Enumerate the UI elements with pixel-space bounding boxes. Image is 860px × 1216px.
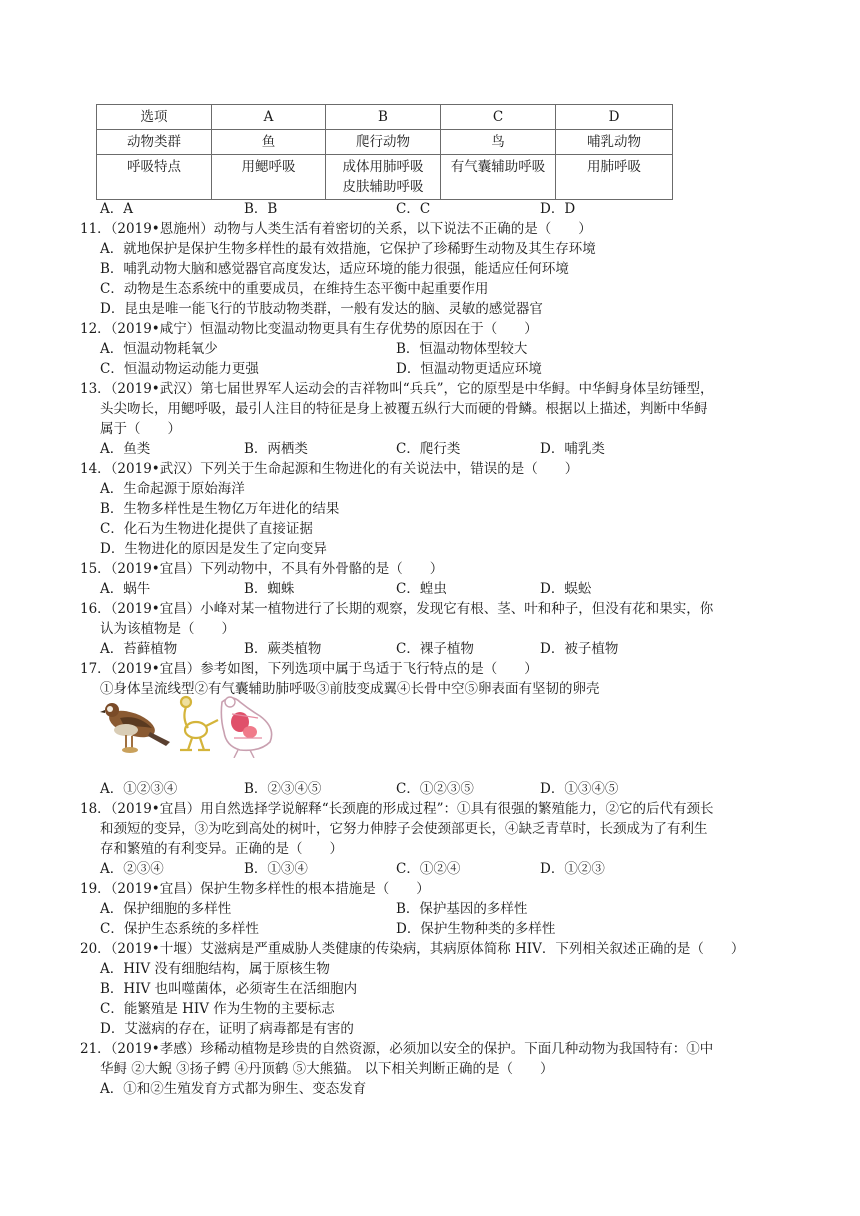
option[interactable]: B．HIV 也叫噬菌体，必须寄生在活细胞内 bbox=[100, 981, 358, 997]
option[interactable]: C．C bbox=[396, 201, 431, 217]
option[interactable]: D．被子植物 bbox=[540, 641, 619, 657]
q13-stem: 头尖吻长，用鳃呼吸，最引人注目的特征是身上被覆五纵行大而硬的骨鳞。根据以上描述，判断中华鲟 bbox=[100, 401, 708, 417]
q19-stem: 19．（2019•宜昌）保护生物多样性的根本措施是（ ） bbox=[80, 881, 430, 897]
q16-stem: 16．（2019•宜昌）小峰对某一植物进行了长期的观察，发现它有根、茎、叶和种子，但没有花和果实，你 bbox=[80, 601, 714, 617]
q14-stem: 14．（2019•武汉）下列关于生命起源和生物进化的有关说法中，错误的是（ ） bbox=[80, 461, 579, 477]
table-cell: 爬行动物 bbox=[326, 130, 441, 155]
option[interactable]: D．恒温动物更适应环境 bbox=[396, 361, 542, 377]
q21-stem: 21．（2019•孝感）珍稀动植物是珍贵的自然资源，必须加以安全的保护。下面几种动物为我国特有：①中 bbox=[80, 1041, 714, 1057]
option[interactable]: B．蕨类植物 bbox=[244, 641, 322, 657]
table-cell: 动物类群 bbox=[97, 130, 212, 155]
options-table bbox=[96, 104, 673, 200]
option[interactable]: C．①②④ bbox=[396, 861, 461, 877]
option[interactable]: D．生物进化的原因是发生了定向变异 bbox=[100, 541, 327, 557]
option[interactable]: C．恒温动物运动能力更强 bbox=[100, 361, 259, 377]
table-row bbox=[97, 105, 673, 130]
option[interactable]: C．裸子植物 bbox=[396, 641, 474, 657]
table-cell: 用鳃呼吸 bbox=[212, 155, 326, 200]
q12-stem: 12．（2019•咸宁）恒温动物比变温动物更具有生存优势的原因在于（ ） bbox=[80, 321, 538, 337]
option[interactable]: B．两栖类 bbox=[244, 441, 308, 457]
option[interactable]: A．生命起源于原始海洋 bbox=[100, 481, 245, 497]
table-row bbox=[97, 155, 673, 200]
bird-figure bbox=[100, 688, 280, 758]
option[interactable]: A．蜗牛 bbox=[100, 581, 151, 597]
option[interactable]: D．昆虫是唯一能飞行的节肢动物类群，一般有发达的脑、灵敏的感觉器官 bbox=[100, 301, 543, 317]
option[interactable]: B．蜘蛛 bbox=[244, 581, 295, 597]
option[interactable]: A．恒温动物耗氧少 bbox=[100, 341, 218, 357]
table-cell bbox=[326, 155, 441, 200]
option[interactable]: A．鱼类 bbox=[100, 441, 151, 457]
table-cell: 鸟 bbox=[441, 130, 556, 155]
q20-stem: 20．（2019•十堰）艾滋病是严重威胁人类健康的传染病，其病原体简称 HIV．下列相关叙述正确的是（ ） bbox=[80, 941, 745, 957]
q18-stem: 存和繁殖的有利变异。正确的是（ ） bbox=[100, 841, 343, 857]
table-cell: 鱼 bbox=[212, 130, 326, 155]
q13-stem: 13．（2019•武汉）第七届世界军人运动会的吉祥物叫“兵兵”，它的原型是中华鲟。中华鲟身体呈纺锤型， bbox=[80, 381, 714, 397]
q21-stem: 华鲟 ②大鲵 ③扬子鳄 ④丹顶鹤 ⑤大熊猫。 以下相关判断正确的是（ ） bbox=[100, 1061, 554, 1077]
option[interactable]: A．A bbox=[100, 201, 133, 217]
option[interactable]: D．哺乳类 bbox=[540, 441, 605, 457]
table-cell: 哺乳动物 bbox=[556, 130, 673, 155]
q16-stem: 认为该植物是（ ） bbox=[100, 621, 235, 637]
option[interactable]: C．蝗虫 bbox=[396, 581, 447, 597]
q13-stem: 属于（ ） bbox=[100, 421, 181, 437]
option[interactable]: A．HIV 没有细胞结构，属于原核生物 bbox=[100, 961, 330, 977]
option[interactable]: C．爬行类 bbox=[396, 441, 461, 457]
option[interactable]: A．保护细胞的多样性 bbox=[100, 901, 232, 917]
option[interactable]: C．能繁殖是 HIV 作为生物的主要标志 bbox=[100, 1001, 335, 1017]
sparrow-image bbox=[100, 703, 170, 753]
option[interactable]: D．保护生物种类的多样性 bbox=[396, 921, 556, 937]
option[interactable]: D．蜈蚣 bbox=[540, 581, 592, 597]
table-cell: C bbox=[441, 105, 556, 130]
q15-stem: 15．（2019•宜昌）下列动物中，不具有外骨骼的是（ ） bbox=[80, 561, 444, 577]
option[interactable]: D．①②③ bbox=[540, 861, 605, 877]
option[interactable]: C．①②③⑤ bbox=[396, 781, 474, 797]
q17-features: ①身体呈流线型②有气囊辅助肺呼吸③前肢变成翼④长骨中空⑤卵表面有坚韧的卵壳 bbox=[100, 681, 600, 697]
option[interactable]: B．保护基因的多样性 bbox=[396, 901, 528, 917]
q18-stem: 和颈短的变异，③为吃到高处的树叶，它努力伸脖子会使颈部更长，④缺乏青草时，长颈成为了有利生 bbox=[100, 821, 708, 837]
q18-stem: 18．（2019•宜昌）用自然选择学说解释“长颈鹿的形成过程”：①具有很强的繁殖能力，②它的后代有颈长 bbox=[80, 801, 714, 817]
option[interactable]: B．恒温动物体型较大 bbox=[396, 341, 528, 357]
table-cell-line: 皮肤辅助呼吸 bbox=[342, 179, 424, 195]
option[interactable]: B．B bbox=[244, 201, 278, 217]
option[interactable]: A．①和②生殖发育方式都为卵生、变态发育 bbox=[100, 1081, 367, 1097]
q17-stem: 17．（2019•宜昌）参考如图，下列选项中属于鸟适于飞行特点的是（ ） bbox=[80, 661, 538, 677]
option[interactable]: A．苔藓植物 bbox=[100, 641, 178, 657]
option[interactable]: C．化石为生物进化提供了直接证据 bbox=[100, 521, 313, 537]
option[interactable]: D．D bbox=[540, 201, 576, 217]
q11-stem: 11．（2019•恩施州）动物与人类生活有着密切的关系，以下说法不正确的是（ ） bbox=[80, 221, 592, 237]
table-cell: B bbox=[326, 105, 441, 130]
table-cell: A bbox=[212, 105, 326, 130]
bird-anatomy-image bbox=[221, 697, 271, 758]
option[interactable]: B．生物多样性是生物亿万年进化的结果 bbox=[100, 501, 340, 517]
option[interactable]: D．①③④⑤ bbox=[540, 781, 619, 797]
option[interactable]: B．②③④⑤ bbox=[244, 781, 322, 797]
table-cell-line: 成体用肺呼吸 bbox=[342, 159, 424, 175]
bird-skeleton-image bbox=[180, 697, 218, 750]
table-cell: 选项 bbox=[97, 105, 212, 130]
option[interactable]: B．哺乳动物大脑和感觉器官高度发达，适应环境的能力很强，能适应任何环境 bbox=[100, 261, 569, 277]
table-cell: 呼吸特点 bbox=[97, 155, 212, 200]
option[interactable]: C．动物是生态系统中的重要成员，在维持生态平衡中起重要作用 bbox=[100, 281, 489, 297]
option[interactable]: B．①③④ bbox=[244, 861, 308, 877]
table-cell: 有气囊辅助呼吸 bbox=[441, 155, 556, 200]
table-cell: D bbox=[556, 105, 673, 130]
table-cell: 用肺呼吸 bbox=[556, 155, 673, 200]
option[interactable]: A．就地保护是保护生物多样性的最有效措施，它保护了珍稀野生动物及其生存环境 bbox=[100, 241, 596, 257]
option[interactable]: C．保护生态系统的多样性 bbox=[100, 921, 259, 937]
option[interactable]: D．艾滋病的存在，证明了病毒都是有害的 bbox=[100, 1021, 354, 1037]
option[interactable]: A．②③④ bbox=[100, 861, 164, 877]
option[interactable]: A．①②③④ bbox=[100, 781, 178, 797]
table-row bbox=[97, 130, 673, 155]
